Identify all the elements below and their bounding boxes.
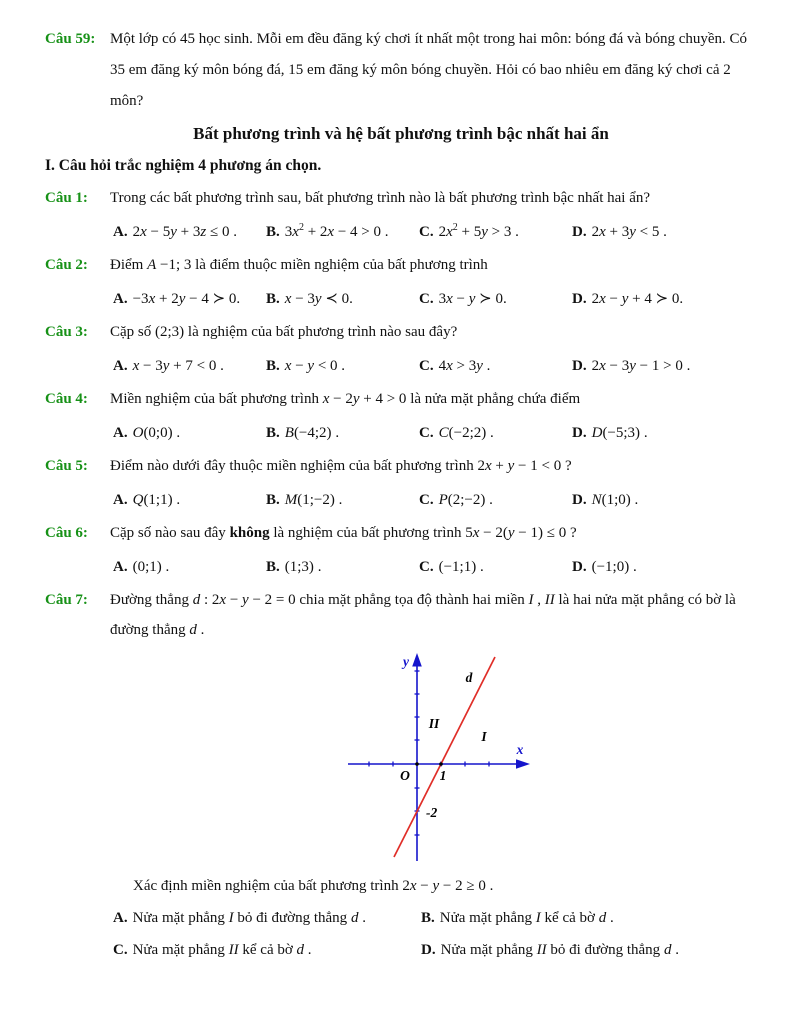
question-4: [45, 384, 757, 448]
question-text: Điểm nào dưới đây thuộc miền nghiệm của bất phương trình 2x + y − 1 < 0 ?: [110, 458, 572, 474]
region-i-label: I: [481, 729, 487, 744]
option-d: D. (−1;0) .: [572, 559, 637, 575]
option-c: C. 4x > 3y .: [419, 358, 491, 374]
option-a: A. Nửa mặt phẳng I bỏ đi đường thẳng d .: [113, 910, 366, 926]
question-label: Câu 7:: [45, 592, 88, 608]
question-text: Đường thẳng d : 2x − y − 2 = 0 chia mặt phẳng tọa độ thành hai miền I , II là hai nửa mặt phẳng có bờ là đường thẳng d .: [110, 592, 736, 638]
options-row-2: [110, 935, 757, 965]
question-text: Cặp số (2;3) là nghiệm của bất phương trình nào sau đây?: [110, 324, 458, 340]
question-text: Trong các bất phương trình sau, bất phương trình nào là bất phương trình bậc nhất hai ẩn?: [110, 190, 651, 206]
options-row: [110, 418, 757, 448]
option-c: C. $2x^2 + 5y > 3$ .: [419, 222, 519, 240]
x-axis-label: x: [516, 742, 524, 757]
x-intercept-label: 1: [439, 768, 447, 783]
option-c: C. C(−2;2) .: [419, 425, 494, 441]
line-d-label: d: [465, 670, 473, 685]
question-text: Điểm A −1; 3 là điểm thuộc miền nghiệm của bất phương trình: [110, 257, 488, 273]
options-row-1: [110, 903, 757, 933]
question-text: Một lớp có 45 học sinh. Mỗi em đều đăng ký chơi ít nhất một trong hai môn: bóng đá và bóng chuyền. Có 35 em đăng ký môn bóng đá, 15 em đăng ký môn bóng chuyền. Hỏi có bao nhiêu em đăng ký chơi cả 2 môn?: [110, 31, 748, 109]
option-b: B. Nửa mặt phẳng I kể cả bờ d .: [421, 910, 614, 926]
question-text: Cặp số nào sau đây không là nghiệm của bất phương trình 5x − 2(y − 1) ≤ 0 ?: [110, 525, 577, 541]
region-ii-label: II: [428, 716, 440, 731]
question-1: [45, 183, 757, 247]
option-d: D. N(1;0) .: [572, 492, 639, 508]
option-a: A. O(0;0) .: [113, 425, 181, 441]
options-row: [110, 485, 757, 515]
question-label: Câu 59:: [45, 31, 96, 47]
option-a: A. 2x − 5y + 3z ≤ 0 .: [113, 224, 237, 240]
options-row: [110, 552, 757, 582]
y-axis: [412, 653, 422, 861]
question-2: [45, 250, 757, 314]
option-d: D. 2x + 3y < 5 .: [572, 224, 667, 240]
option-d: D. Nửa mặt phẳng II bỏ đi đường thẳng d .: [421, 942, 679, 958]
options-row: [110, 284, 757, 314]
y-axis-label: y: [403, 654, 409, 669]
y-intercept-label: -2: [426, 805, 438, 820]
option-a: A. (0;1) .: [113, 559, 170, 575]
options-row: [110, 351, 757, 381]
question-label: Câu 6:: [45, 525, 88, 541]
option-d: D. 2x − 3y − 1 > 0 .: [572, 358, 691, 374]
question-label: Câu 4:: [45, 391, 88, 407]
option-a: A. Q(1;1) .: [113, 492, 181, 508]
option-c: C. 3x − y ≻ 0.: [419, 291, 507, 307]
option-b: B. x − y < 0 .: [266, 358, 346, 374]
option-b: B. (1;3) .: [266, 559, 322, 575]
option-a: A. −3x + 2y − 4 ≻ 0.: [113, 291, 241, 307]
option-d: D. D(−5;3) .: [572, 425, 648, 441]
option-b: B. M(1;−2) .: [266, 492, 343, 508]
origin-label: O: [400, 768, 410, 783]
question-text: Miền nghiệm của bất phương trình x − 2y + 4 > 0 là nửa mặt phẳng chứa điểm: [110, 391, 581, 407]
page-title: Bất phương trình và hệ bất phương trình bậc nhất hai ẩn: [193, 124, 609, 143]
question-label: Câu 2:: [45, 257, 88, 273]
option-c: C. P(2;−2) .: [419, 492, 493, 508]
question-label: Câu 5:: [45, 458, 88, 474]
option-b: B. B(−4;2) .: [266, 425, 340, 441]
question-label: Câu 1:: [45, 190, 88, 206]
line-d: [394, 657, 495, 857]
figure: [345, 649, 547, 867]
question-6: [45, 518, 757, 582]
options-row: [110, 217, 757, 247]
question-3: [45, 317, 757, 381]
option-a: A. x − 3y + 7 < 0 .: [113, 358, 224, 374]
question-7: [45, 585, 757, 965]
option-b: B. $3x^2 + 2x - 4 > 0$ .: [266, 222, 389, 240]
option-d: D. 2x − y + 4 ≻ 0.: [572, 291, 684, 307]
question-59: [45, 24, 757, 117]
option-c: C. (−1;1) .: [419, 559, 484, 575]
followup-text: Xác định miền nghiệm của bất phương trình 2x − y − 2 ≥ 0 .: [133, 878, 494, 894]
option-c: C. Nửa mặt phẳng II kể cả bờ d .: [113, 942, 312, 958]
question-5: [45, 451, 757, 515]
question-label: Câu 3:: [45, 324, 88, 340]
option-b: B. x − 3y ≺ 0.: [266, 291, 353, 307]
coordinate-plane-graph: [345, 649, 547, 867]
section-heading: I. Câu hỏi trắc nghiệm 4 phương án chọn.: [45, 157, 322, 174]
